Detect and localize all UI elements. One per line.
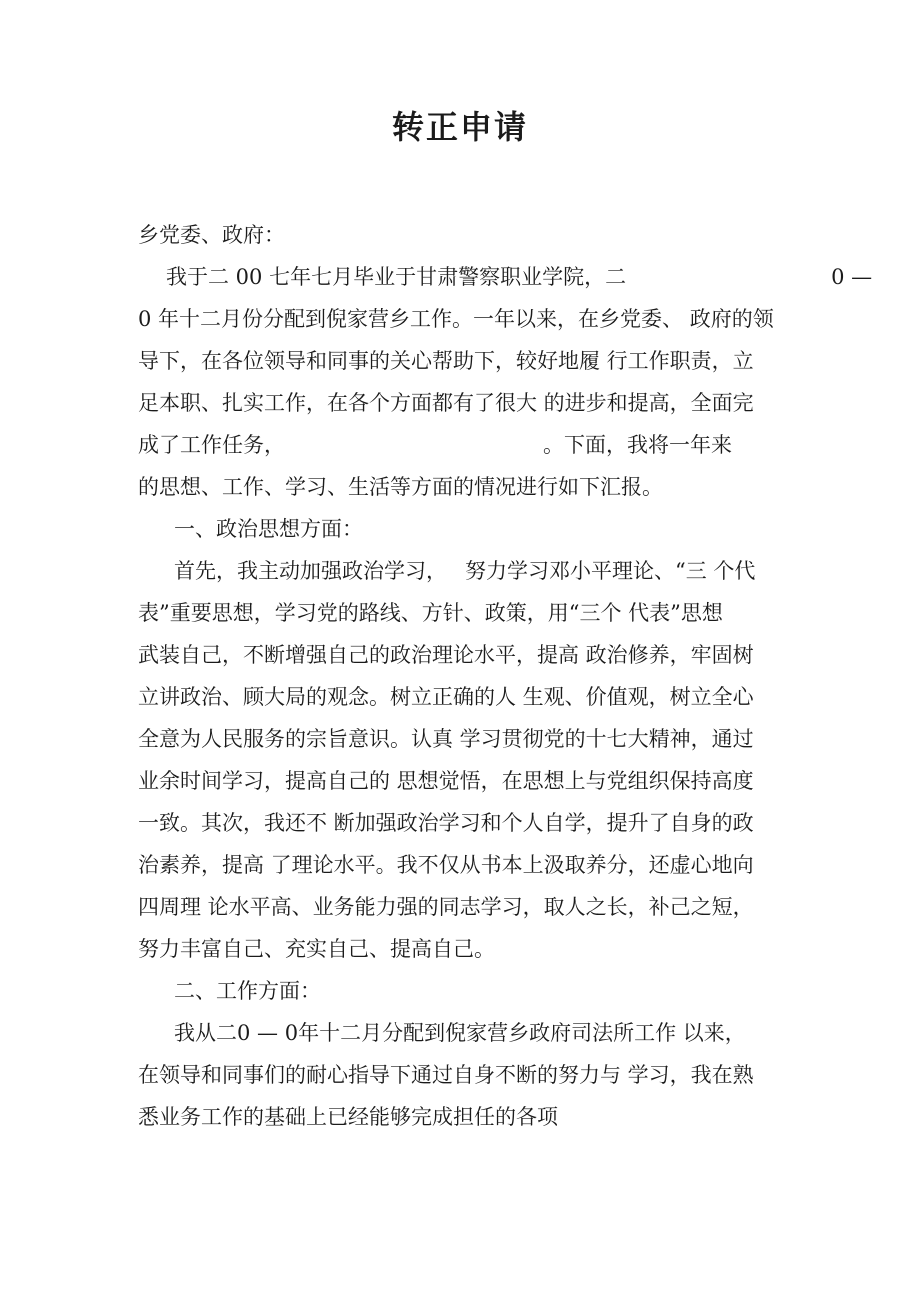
document-body — [138, 214, 873, 1138]
text-run: 全意为人民服务的宗旨意识。认真 学习贯彻党的十七大精神，通过 — [138, 727, 754, 751]
text-run: 足本职、扎实工作，在各个方面都有了很大 的进步和提高，全面完 — [138, 391, 754, 415]
text-line — [138, 256, 873, 298]
document-title: 转正申请 — [391, 108, 528, 146]
text-line — [138, 676, 850, 718]
text-run: 四周理 论水平高、业务能力强的同志学习，取人之长，补己之短， — [138, 895, 754, 919]
text-run: 。下面，我将一年来 — [543, 433, 732, 457]
text-line — [138, 508, 850, 550]
blank-gap — [626, 283, 831, 284]
text-run: 悉业务工作的基础上已经能够完成担任的各项 — [138, 1105, 558, 1129]
text-line — [138, 1054, 850, 1096]
text-run: 一致。其次，我还不 断加强政治学习和个人自学，提升了自身的政 — [138, 811, 754, 835]
text-run: 的思想、工作、学习、生活等方面的情况进行如下汇报。 — [138, 475, 663, 499]
text-run: 我于二 00 七年七月毕业于甘肃警察职业学院，二 — [166, 265, 627, 289]
text-line — [138, 466, 850, 508]
text-run: 努力学习邓小平理论、“三 个代 — [465, 559, 756, 583]
text-line — [138, 718, 850, 760]
text-run: 成了工作任务， — [138, 433, 285, 457]
text-run: 治素养，提高 了理论水平。我不仅从书本上汲取养分，还虚心地向 — [138, 853, 754, 877]
text-run: 一、政治思想方面： — [174, 517, 363, 541]
text-run: 在领导和同事们的耐心指导下通过自身不断的努力与 学习，我在熟 — [138, 1063, 754, 1087]
text-run: 努力丰富自己、充实自己、提高自己。 — [138, 937, 495, 961]
blank-gap — [285, 451, 543, 452]
text-line — [138, 592, 850, 634]
text-line — [138, 970, 850, 1012]
text-line — [138, 298, 850, 340]
text-line — [138, 424, 850, 466]
text-run: 乡党委、政府： — [138, 223, 285, 247]
text-run: 0 年十二月份分配到倪家营乡工作。一年以来，在乡党委、 政府的领 — [138, 307, 774, 331]
text-run: 立讲政治、顾大局的观念。树立正确的人 生观、价值观，树立全心 — [138, 685, 754, 709]
text-run: 我从二0 — 0年十二月分配到倪家营乡政府司法所工作 以来， — [174, 1021, 746, 1045]
text-run: 表”重要思想，学习党的路线、方针、政策，用“三个 代表”思想 — [138, 601, 723, 625]
text-run: 首先，我主动加强政治学习， — [174, 559, 447, 583]
blank-gap — [447, 577, 465, 578]
text-line — [138, 1012, 850, 1054]
text-line — [138, 340, 850, 382]
text-line — [138, 802, 850, 844]
text-run: 0 — — [831, 265, 873, 289]
text-line — [138, 382, 850, 424]
text-line — [138, 1096, 850, 1138]
text-line — [138, 844, 850, 886]
text-line — [138, 214, 850, 256]
text-line — [138, 928, 850, 970]
text-line — [138, 886, 850, 928]
text-run: 二、工作方面： — [174, 979, 321, 1003]
text-run: 导下，在各位领导和同事的关心帮助下，较好地履 行工作职责，立 — [138, 349, 754, 373]
text-line — [138, 634, 850, 676]
text-line — [138, 760, 850, 802]
text-run: 武装自己，不断增强自己的政治理论水平，提高 政治修养，牢固树 — [138, 643, 754, 667]
text-run: 业余时间学习，提高自己的 思想觉悟，在思想上与党组织保持高度 — [138, 769, 754, 793]
text-line — [138, 550, 850, 592]
